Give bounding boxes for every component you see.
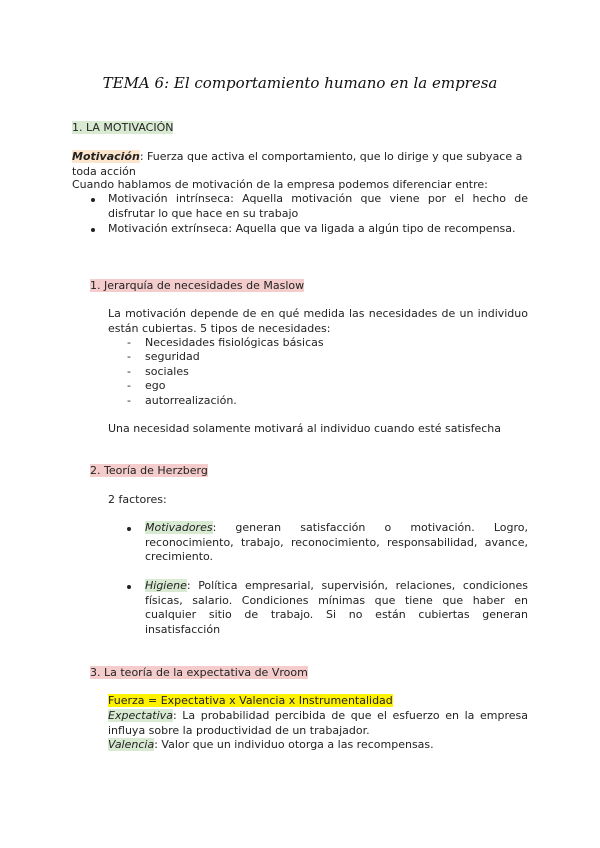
valencia-text: : Valor que un individuo otorga a las recompensas. [154, 738, 434, 751]
expectativa-term: Expectativa [108, 709, 173, 722]
maslow-paragraph: La motivación depende de en qué medida las necesidades de un individuo están cubiertas. 5 tipos de necesidades: [108, 307, 528, 335]
maslow-item: seguridad [145, 350, 200, 363]
maslow-item: autorrealización. [145, 394, 237, 407]
section-heading-text: 1. LA MOTIVACIÓN [72, 121, 174, 134]
list-dash: - [127, 365, 131, 378]
valencia-term: Valencia [108, 738, 155, 751]
vroom-valencia [108, 738, 528, 753]
maslow-heading-text: 1. Jerarquía de necesidades de Maslow [90, 279, 305, 292]
maslow-item: sociales [145, 365, 189, 378]
bullet-dot [91, 228, 95, 232]
vroom-heading [90, 666, 308, 681]
motivadores-text: : generan satisfacción o motivación. Logro, reconocimiento, trabajo, reconocimiento, responsabilidad, avance, crecimiento. [145, 521, 528, 563]
definition-text: : Fuerza que activa el comportamiento, que lo dirige y que subyace a toda acción [72, 150, 523, 178]
maslow-heading [90, 279, 304, 294]
bullet-dot [91, 198, 95, 202]
intro-text: Cuando hablamos de motivación de la empresa podemos diferenciar entre: [72, 178, 488, 191]
list-dash: - [127, 350, 131, 363]
expectativa-text: : La probabilidad percibida de que el esfuerzo en la empresa influya sobre la productividad de un trabajador. [108, 709, 528, 737]
vroom-formula-text: Fuerza = Expectativa x Valencia x Instrumentalidad [108, 694, 393, 707]
herzberg-factors: 2 factores: [108, 493, 167, 506]
vroom-heading-text: 3. La teoría de la expectativa de Vroom [90, 666, 308, 679]
maslow-item: Necesidades fisiológicas básicas [145, 336, 324, 349]
motivadores-term: Motivadores [145, 521, 213, 534]
higiene-term: Higiene [145, 579, 187, 592]
bullet-dot [127, 585, 131, 589]
list-dash: - [127, 379, 131, 392]
herzberg-heading [90, 464, 208, 479]
bullet-dot [127, 527, 131, 531]
list-dash: - [127, 336, 131, 349]
herzberg-motivadores [145, 521, 528, 565]
maslow-closing: Una necesidad solamente motivará al individuo cuando esté satisfecha [108, 422, 502, 435]
herzberg-heading-text: 2. Teoría de Herzberg [90, 464, 208, 477]
bullet-extrinseca: Motivación extrínseca: Aquella que va ligada a algún tipo de recompensa. [108, 222, 516, 235]
list-dash: - [127, 394, 131, 407]
maslow-item: ego [145, 379, 166, 392]
page-title: TEMA 6: El comportamiento humano en la empresa [102, 74, 498, 92]
higiene-text: : Política empresarial, supervisión, relaciones, condiciones físicas, salario. Condiciones mínimas que tiene que haber en cualquier sitio de trabajo. Si no están cubiertas generan insatisfacción [145, 579, 528, 636]
bullet-intrinseca: Motivación intrínseca: Aquella motivación que viene por el hecho de disfrutar lo que hace en su trabajo [108, 192, 528, 220]
definition-paragraph [72, 150, 528, 179]
vroom-expectativa [108, 709, 528, 738]
section-heading-motivacion [72, 121, 173, 136]
definition-term: Motivación [72, 150, 140, 163]
vroom-formula [108, 694, 393, 709]
herzberg-higiene [145, 579, 528, 637]
